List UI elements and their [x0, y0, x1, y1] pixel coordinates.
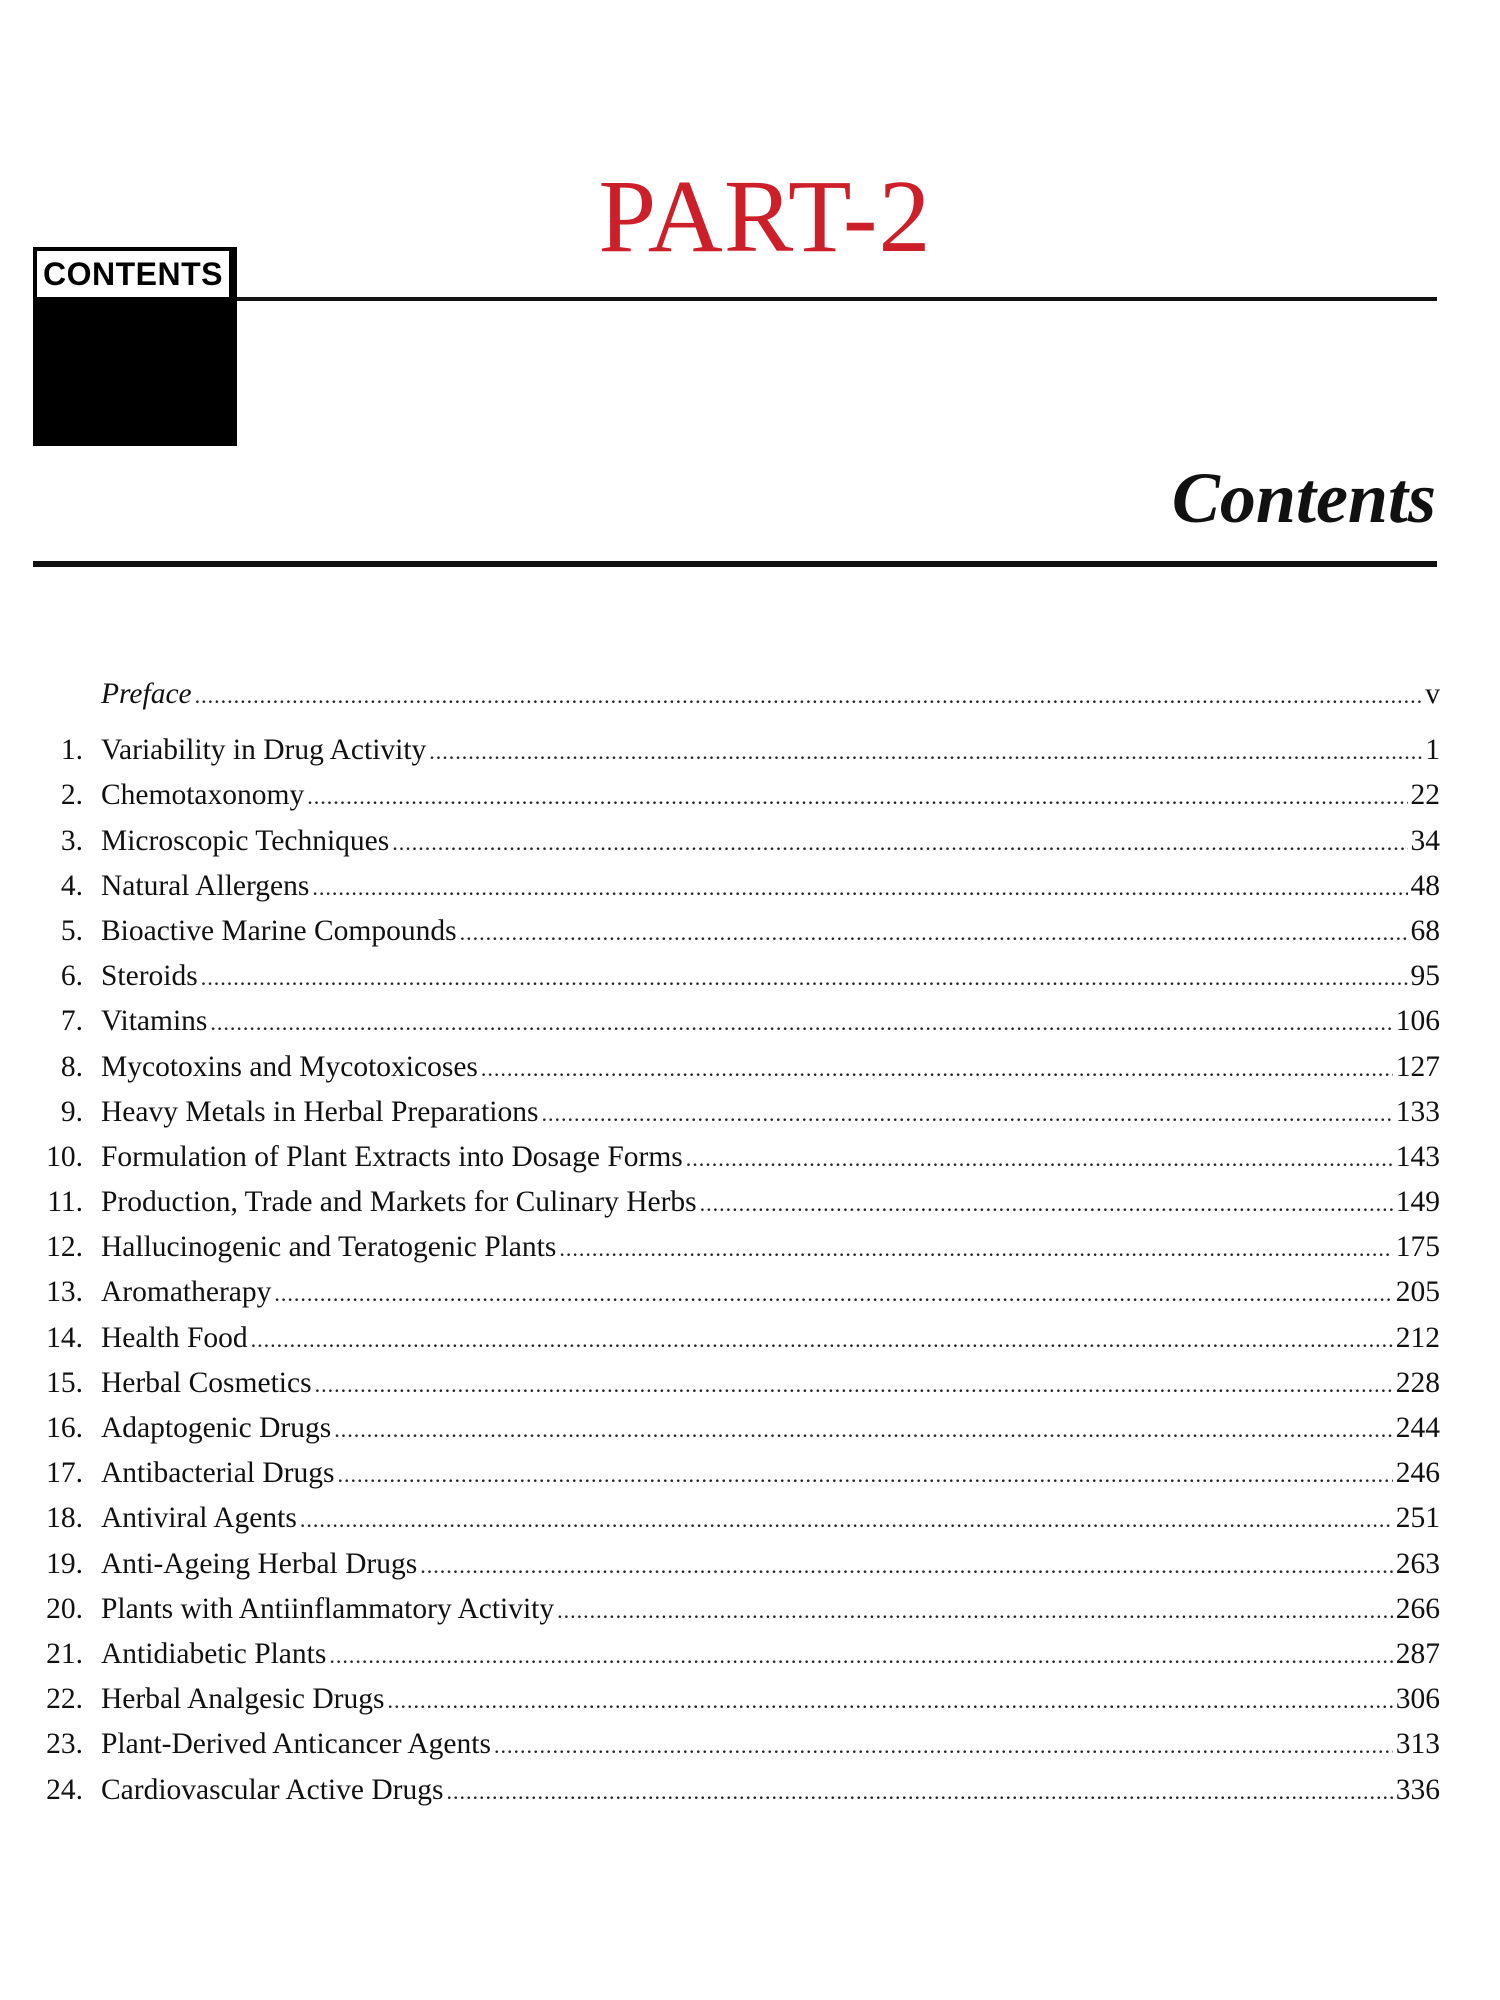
dot-leader: [387, 1678, 1392, 1723]
part-title-text: PART-2: [598, 159, 932, 274]
toc-entry-title: Herbal Analgesic Drugs: [101, 1683, 385, 1716]
toc-entry-title: Plants with Antiinflammatory Activity: [101, 1592, 555, 1625]
toc-entry-title: Antibacterial Drugs: [101, 1457, 335, 1490]
dot-leader: [307, 774, 1407, 819]
toc-entry-number: 1.: [60, 734, 83, 767]
toc-entry-number: 8.: [60, 1050, 83, 1083]
toc-entry-number: 3.: [60, 824, 83, 857]
toc-entry[interactable]: [33, 1090, 1440, 1135]
toc-entry-number: 24.: [46, 1773, 83, 1806]
toc-entry[interactable]: [33, 1361, 1440, 1406]
toc-entry-number: 12.: [46, 1231, 83, 1264]
contents-tab-label: CONTENTS: [37, 251, 229, 297]
toc-entry-title: Plant-Derived Anticancer Agents: [101, 1728, 491, 1761]
toc-entry-title: Antidiabetic Plants: [101, 1637, 327, 1670]
toc-entry-page: 246: [1395, 1457, 1440, 1490]
contents-tab-block: [33, 247, 237, 446]
toc-entry-page: 287: [1395, 1637, 1440, 1670]
toc-entry-number: 13.: [46, 1276, 83, 1309]
toc-entry-title: Cardiovascular Active Drugs: [101, 1773, 444, 1806]
toc-entry-number: 15.: [46, 1366, 83, 1399]
toc-entry-page: 68: [1410, 914, 1440, 947]
toc-entry-page: 48: [1410, 869, 1440, 902]
table-of-contents: [33, 672, 1440, 1813]
toc-entry[interactable]: [33, 1406, 1440, 1451]
dot-leader: [312, 865, 1407, 910]
toc-entry-number: 22.: [46, 1683, 83, 1716]
toc-entry[interactable]: [33, 1045, 1440, 1090]
toc-entry-page: 266: [1395, 1592, 1440, 1625]
toc-entry-title: Natural Allergens: [101, 869, 310, 902]
dot-leader: [420, 1543, 1393, 1588]
dot-leader: [201, 955, 1408, 1000]
toc-entry[interactable]: [33, 1451, 1440, 1496]
toc-entry-page: 205: [1395, 1276, 1440, 1309]
dot-leader: [329, 1633, 1392, 1678]
toc-entry-page: 263: [1395, 1547, 1440, 1580]
dot-leader: [210, 1000, 1392, 1045]
toc-entry-page: 212: [1395, 1321, 1440, 1354]
top-rule: [237, 297, 1437, 301]
toc-entry[interactable]: [33, 1632, 1440, 1677]
dot-leader: [195, 673, 1423, 718]
dot-leader: [392, 820, 1407, 865]
toc-entry-title: Heavy Metals in Herbal Preparations: [101, 1095, 539, 1128]
dot-leader: [481, 1046, 1393, 1091]
toc-entry-number: 7.: [60, 1005, 83, 1038]
dot-leader: [337, 1452, 1392, 1497]
toc-entry[interactable]: [33, 773, 1440, 818]
dot-leader: [274, 1271, 1392, 1316]
toc-entry-page: 228: [1395, 1366, 1440, 1399]
toc-entry[interactable]: [33, 864, 1440, 909]
toc-entry-number: 17.: [46, 1457, 83, 1490]
toc-entry-page: 127: [1395, 1050, 1440, 1083]
toc-entry-title: Bioactive Marine Compounds: [101, 914, 457, 947]
toc-entry[interactable]: [33, 1722, 1440, 1767]
toc-entry[interactable]: [33, 999, 1440, 1044]
toc-entry-page: 336: [1395, 1773, 1440, 1806]
toc-entry-title: Steroids: [101, 960, 198, 993]
toc-entry-page: 95: [1410, 960, 1440, 993]
toc-entry-number: 20.: [46, 1592, 83, 1625]
dot-leader: [460, 910, 1408, 955]
toc-entry-title: Production, Trade and Markets for Culinary Herbs: [101, 1186, 697, 1219]
heading-rule: [33, 561, 1437, 567]
toc-entry-number: 4.: [60, 869, 83, 902]
toc-entry-title: Preface: [101, 678, 192, 710]
toc-entry[interactable]: [33, 728, 1440, 773]
toc-entry-page: 149: [1395, 1186, 1440, 1219]
toc-entry-page: 313: [1395, 1728, 1440, 1761]
toc-entry-page: 143: [1395, 1140, 1440, 1173]
toc-entry-title: Vitamins: [101, 1005, 208, 1038]
toc-entry-title: Herbal Cosmetics: [101, 1366, 312, 1399]
toc-entry-number: 11.: [47, 1186, 83, 1219]
dot-leader: [300, 1497, 1393, 1542]
toc-entry[interactable]: [33, 1225, 1440, 1270]
toc-entry-number: 16.: [46, 1412, 83, 1444]
dot-leader: [541, 1091, 1392, 1136]
toc-entry-preface[interactable]: [33, 672, 1440, 717]
toc-entry[interactable]: [33, 1180, 1440, 1225]
toc-entry[interactable]: [33, 1135, 1440, 1180]
toc-entry[interactable]: [33, 819, 1440, 864]
toc-entry[interactable]: [33, 909, 1440, 954]
dot-leader: [429, 729, 1422, 774]
toc-entry-title: Microscopic Techniques: [101, 824, 390, 857]
toc-entry[interactable]: [33, 1496, 1440, 1541]
toc-entry-number: 18.: [46, 1502, 83, 1535]
toc-entry-title: Aromatherapy: [101, 1276, 272, 1309]
toc-entry-page: 251: [1395, 1502, 1440, 1535]
toc-entry-page: v: [1425, 678, 1440, 710]
toc-entry[interactable]: [33, 1768, 1440, 1813]
toc-entry[interactable]: [33, 1270, 1440, 1315]
dot-leader: [557, 1588, 1393, 1633]
toc-entry-number: 6.: [60, 960, 83, 993]
toc-entry[interactable]: [33, 1542, 1440, 1587]
toc-entry-number: 14.: [46, 1321, 83, 1354]
toc-entry-page: 106: [1395, 1005, 1440, 1038]
toc-entry-page: 1: [1425, 734, 1440, 767]
toc-entry-number: 2.: [60, 779, 83, 812]
toc-entry-number: 9.: [60, 1095, 83, 1128]
dot-leader: [559, 1226, 1392, 1271]
toc-entry-page: 34: [1410, 824, 1440, 857]
dot-leader: [494, 1723, 1393, 1768]
toc-entry[interactable]: [33, 1677, 1440, 1722]
toc-entry-page: 175: [1395, 1231, 1440, 1264]
contents-heading: Contents: [1171, 458, 1436, 538]
toc-entry-title: Adaptogenic Drugs: [101, 1412, 332, 1444]
dot-leader: [446, 1769, 1392, 1814]
toc-entry-title: Health Food: [101, 1321, 248, 1354]
dot-leader: [315, 1362, 1393, 1407]
dot-leader: [251, 1317, 1393, 1362]
toc-entry-number: 19.: [46, 1547, 83, 1580]
toc-entry-title: Anti-Ageing Herbal Drugs: [101, 1547, 418, 1580]
toc-entry-page: 244: [1395, 1412, 1440, 1444]
toc-entry-number: 23.: [46, 1728, 83, 1761]
toc-entry-page: 306: [1395, 1683, 1440, 1716]
dot-leader: [700, 1181, 1393, 1226]
toc-entry-title: Chemotaxonomy: [101, 779, 305, 812]
toc-entry-title: Mycotoxins and Mycotoxicoses: [101, 1050, 478, 1083]
toc-entry[interactable]: [33, 954, 1440, 999]
toc-entry-number: 21.: [46, 1637, 83, 1670]
toc-entry-page: 133: [1395, 1095, 1440, 1128]
toc-entry-title: Antiviral Agents: [101, 1502, 297, 1535]
dot-leader: [686, 1136, 1393, 1181]
toc-entry-title: Formulation of Plant Extracts into Dosage Forms: [101, 1140, 683, 1173]
toc-entry-number: 5.: [60, 914, 83, 947]
toc-entry-number: 10.: [46, 1140, 83, 1173]
dot-leader: [334, 1407, 1393, 1452]
toc-entry-title: Hallucinogenic and Teratogenic Plants: [101, 1231, 557, 1264]
toc-entry[interactable]: [33, 1587, 1440, 1632]
toc-entry[interactable]: [33, 1316, 1440, 1361]
toc-entry-page: 22: [1410, 779, 1440, 812]
toc-entry-title: Variability in Drug Activity: [101, 734, 427, 767]
